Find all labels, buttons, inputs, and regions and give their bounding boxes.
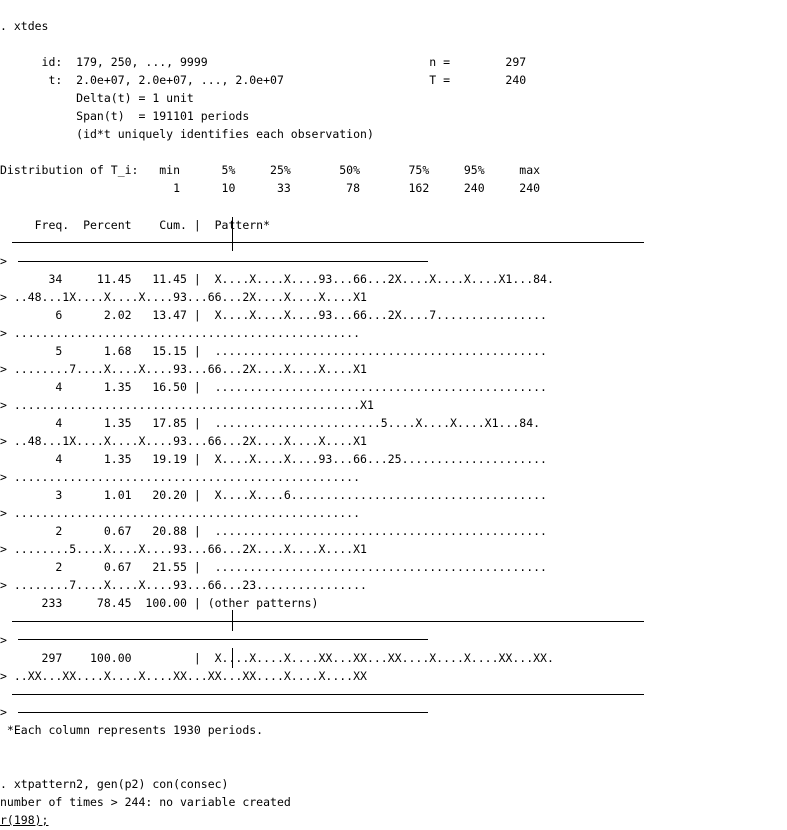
pattern-row: 34 11.45 11.45 | X....X....X....93...66...2X....X....X....X1...84. xyxy=(0,272,554,286)
table-separator xyxy=(232,648,233,668)
pattern-row: 4 1.35 19.19 | X....X....X....93...66...25..................... xyxy=(0,452,547,466)
output-line-t: t: 2.0e+07, 2.0e+07, ..., 2.0e+07 T = 240 xyxy=(0,73,527,87)
error-code-link[interactable]: r(198); xyxy=(0,813,49,827)
table-separator xyxy=(232,610,233,631)
pattern-row-continuation: > ........5....X....X....93...66...2X....X....X....X1 xyxy=(0,542,367,556)
pattern-row-continuation: > ........7....X....X....93...66...23................ xyxy=(0,578,367,592)
pattern-row: 6 2.02 13.47 | X....X....X....93...66...2X....7................ xyxy=(0,308,547,322)
continuation-line: > xyxy=(0,633,7,647)
pattern-row: 4 1.35 16.50 | ................................................ xyxy=(0,380,547,394)
pattern-row-continuation: > .................................................. xyxy=(0,506,361,520)
pattern-row-continuation: > .................................................. xyxy=(0,470,361,484)
total-row-continuation: > ..XX...XX....X....X....XX...XX...XX....X....X....XX xyxy=(0,669,367,683)
pattern-row-continuation: > ..48...1X....X....X....93...66...2X....X....X....X1 xyxy=(0,434,367,448)
command-echo-xtpattern2: . xtpattern2, gen(p2) con(consec) xyxy=(0,777,229,791)
output-line-span: Span(t) = 191101 periods xyxy=(0,109,250,123)
other-patterns-row: 233 78.45 100.00 | (other patterns) xyxy=(0,596,319,610)
pattern-row: 3 1.01 20.20 | X....X....6..................................... xyxy=(0,488,547,502)
table-header-rule xyxy=(12,242,644,243)
pattern-row: 4 1.35 17.85 | ........................5....X....X....X1...84. xyxy=(0,416,541,430)
pattern-row: 5 1.68 15.15 | ................................................ xyxy=(0,344,547,358)
pattern-table-header: Freq. Percent Cum. | Pattern* xyxy=(0,218,271,232)
continuation-rule xyxy=(18,712,428,713)
distribution-header: Distribution of T_i: min 5% 25% 50% 75% 95% max xyxy=(0,163,541,177)
total-row: 297 100.00 | X....X....X....XX...XX...XX....X....X....XX...XX. xyxy=(0,651,554,665)
pattern-row-continuation: > ........7....X....X....93...66...2X....X....X....X1 xyxy=(0,362,367,376)
pattern-row-continuation: > ..48...1X....X....X....93...66...2X....X....X....X1 xyxy=(0,290,367,304)
pattern-row: 2 0.67 21.55 | ................................................ xyxy=(0,560,547,574)
continuation-line: > xyxy=(0,705,7,719)
footnote: *Each column represents 1930 periods. xyxy=(0,723,264,737)
output-line-id: id: 179, 250, ..., 9999 n = 297 xyxy=(0,55,527,69)
table-separator xyxy=(232,217,233,251)
pattern-row-continuation: > ..................................................X1 xyxy=(0,398,374,412)
distribution-values: 1 10 33 78 162 240 240 xyxy=(0,181,541,195)
pattern-row: 2 0.67 20.88 | ................................................ xyxy=(0,524,547,538)
output-line-delta: Delta(t) = 1 unit xyxy=(0,91,194,105)
error-message: number of times > 244: no variable created xyxy=(0,795,291,809)
command-echo-xtdes: . xtdes xyxy=(0,19,49,33)
output-line-uniqueness: (id*t uniquely identifies each observation) xyxy=(0,127,374,141)
continuation-rule xyxy=(18,639,428,640)
continuation-line: > xyxy=(0,254,7,268)
pattern-row-continuation: > .................................................. xyxy=(0,326,361,340)
continuation-rule xyxy=(18,261,428,262)
table-bottom-rule xyxy=(12,694,644,695)
table-total-rule xyxy=(12,621,644,622)
